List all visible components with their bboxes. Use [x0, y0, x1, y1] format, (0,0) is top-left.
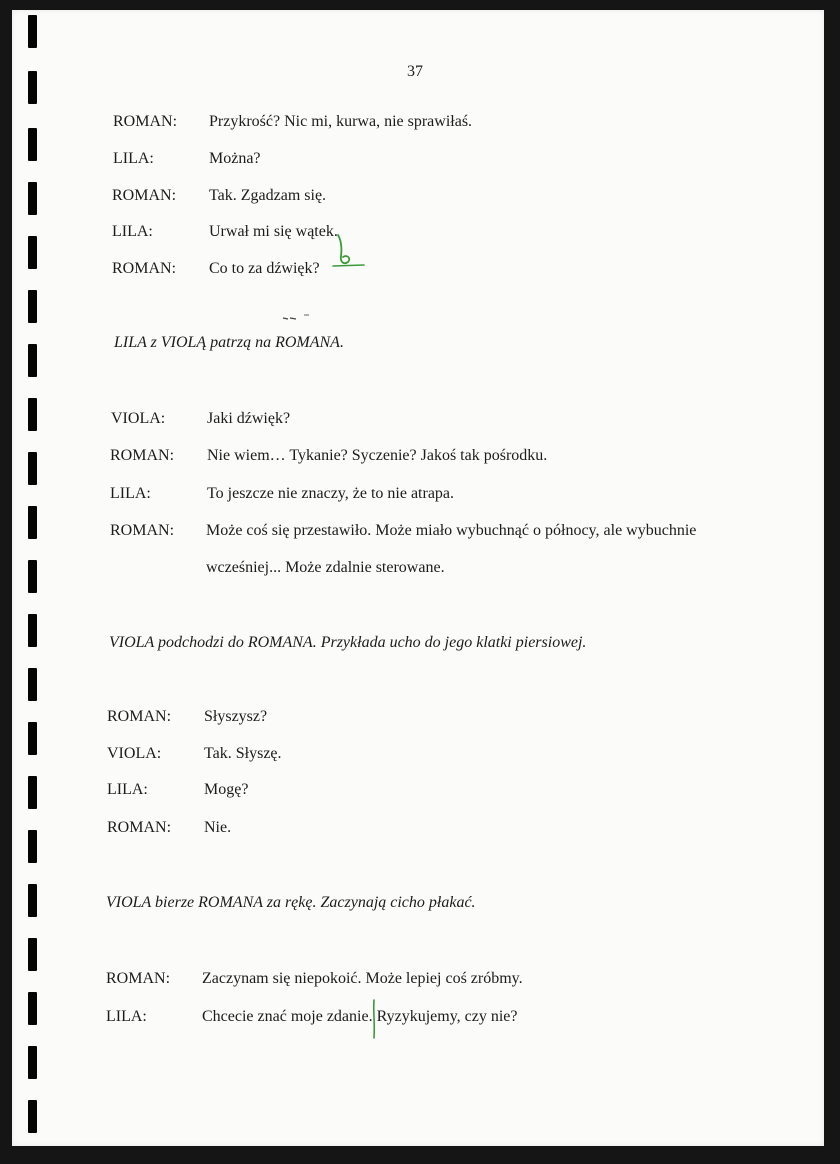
speaker-name: ROMAN: — [110, 522, 175, 539]
speaker-name: LILA: — [113, 150, 154, 167]
speaker-name: ROMAN: — [106, 970, 171, 987]
speaker-name: ROMAN: — [113, 113, 178, 130]
speaker-name: ROMAN: — [107, 819, 172, 836]
handwritten-insert-mark — [369, 998, 379, 1040]
speaker-name: LILA: — [106, 1008, 147, 1025]
speaker-name: ROMAN: — [110, 447, 175, 464]
binder-hole — [28, 560, 37, 593]
speaker-name: VIOLA: — [107, 745, 162, 762]
dialogue-text: wcześniej... Może zdalnie sterowane. — [206, 559, 445, 576]
dialogue-text: Zaczynam się niepokoić. Może lepiej coś zróbmy. — [202, 970, 523, 987]
binder-hole — [28, 884, 37, 917]
dialogue-text: Może coś się przestawiło. Może miało wybuchnąć o północy, ale wybuchnie — [206, 522, 697, 539]
dialogue-text: Nie. — [204, 819, 232, 836]
speaker-name: ROMAN: — [107, 708, 172, 725]
dialogue-text: Chcecie znać moje zdanie. Ryzykujemy, czy nie? — [202, 1008, 518, 1025]
dialogue-text: To jeszcze nie znaczy, że to nie atrapa. — [207, 485, 455, 502]
dialogue-text: Co to za dźwięk? — [209, 260, 320, 277]
dialogue-text: Słyszysz? — [204, 708, 268, 725]
speaker-name: LILA: — [112, 223, 153, 240]
dialogue-text: Przykrość? Nic mi, kurwa, nie sprawiłaś. — [209, 113, 473, 130]
stage-direction: VIOLA podchodzi do ROMANA. Przykłada ucho do jego klatki piersiowej. — [109, 634, 587, 651]
speaker-name: ROMAN: — [112, 187, 177, 204]
speaker-name: ROMAN: — [112, 260, 177, 277]
binder-hole — [28, 1100, 37, 1133]
dialogue-text: Urwał mi się wątek. — [209, 223, 338, 240]
dialogue-text: Mogę? — [204, 781, 249, 798]
binder-hole — [28, 614, 37, 647]
stray-ink-mark — [282, 312, 312, 322]
binder-hole — [28, 128, 37, 161]
binder-hole — [28, 398, 37, 431]
binder-hole — [28, 182, 37, 215]
stage-direction: LILA z VIOLĄ patrzą na ROMANA. — [114, 334, 344, 351]
stage-direction: VIOLA bierze ROMANA za rękę. Zaczynają cicho płakać. — [106, 894, 476, 911]
binder-hole — [28, 236, 37, 269]
dialogue-text: Nie wiem… Tykanie? Syczenie? Jakoś tak pośrodku. — [207, 447, 548, 464]
binder-hole — [28, 722, 37, 755]
binder-hole — [28, 452, 37, 485]
binder-hole — [28, 830, 37, 863]
binder-hole — [28, 668, 37, 701]
binder-hole — [28, 1046, 37, 1079]
binder-hole — [28, 15, 37, 48]
dialogue-text: Można? — [209, 150, 261, 167]
page-number: 37 — [407, 63, 423, 80]
speaker-name: VIOLA: — [111, 410, 166, 427]
dialogue-text: Jaki dźwięk? — [207, 410, 291, 427]
dialogue-text: Tak. Słyszę. — [204, 745, 282, 762]
binder-hole — [28, 344, 37, 377]
binder-hole — [28, 992, 37, 1025]
speaker-name: LILA: — [110, 485, 151, 502]
binder-hole — [28, 290, 37, 323]
binder-hole — [28, 506, 37, 539]
handwritten-correction-mark — [330, 232, 370, 272]
binder-hole — [28, 71, 37, 104]
speaker-name: LILA: — [107, 781, 148, 798]
binder-hole — [28, 938, 37, 971]
dialogue-text: Tak. Zgadzam się. — [209, 187, 327, 204]
binder-hole — [28, 776, 37, 809]
